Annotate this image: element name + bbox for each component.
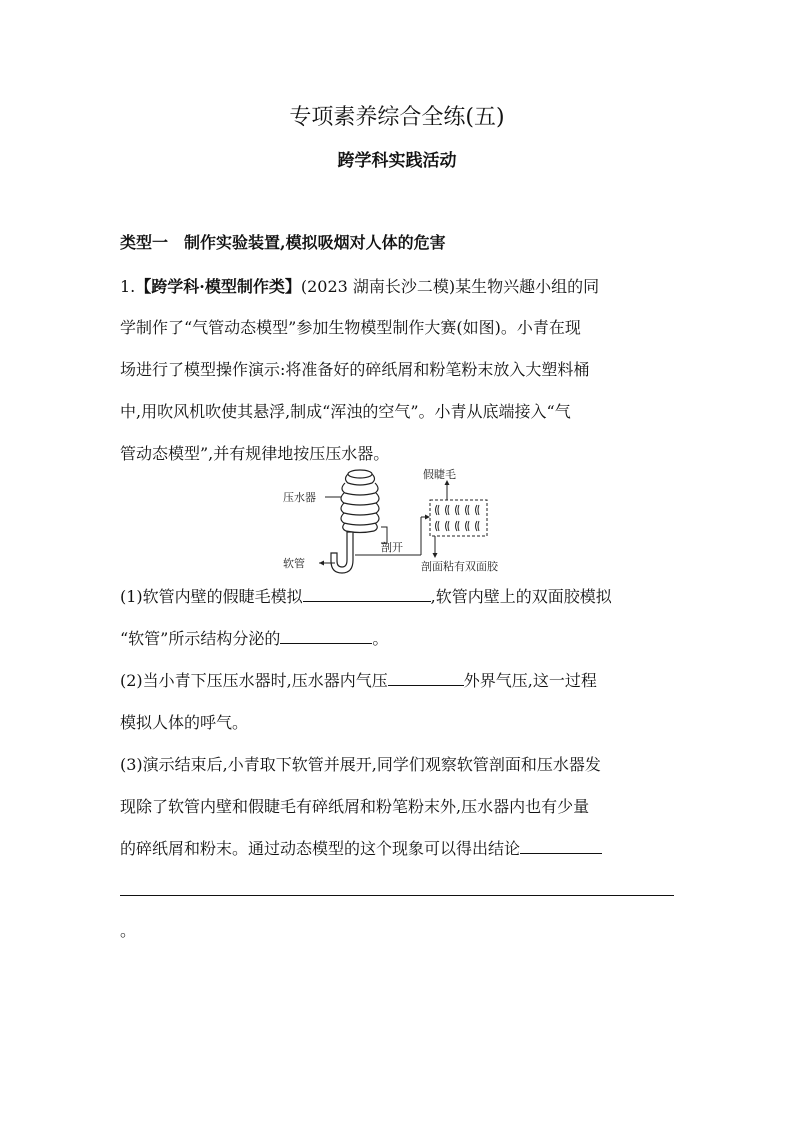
question-text-line: (2023 湖南长沙二模)某生物兴趣小组的同 (300, 277, 600, 296)
trachea-model-figure (275, 465, 525, 580)
figure-label-cut: 剖开 (381, 541, 403, 554)
subquestion-1-line-1 (120, 584, 612, 607)
page-title: 专项素养综合全练(五) (289, 105, 505, 130)
answer-blank[interactable] (303, 585, 431, 602)
subquestion-2-line-1 (120, 668, 597, 691)
answer-blank[interactable] (388, 669, 464, 686)
subquestion-1-line-2 (120, 626, 388, 649)
question-tag: 【跨学科·模型制作类】 (135, 277, 301, 296)
subquestion-3-line-1: (3)演示结束后,小青取下软管并展开,同学们观察软管剖面和压水器发 (120, 755, 601, 774)
question-number: 1. (120, 277, 136, 296)
question-text-line: 管动态模型”,并有规律地按压压水器。 (120, 444, 390, 463)
answer-blank[interactable] (280, 627, 372, 644)
answer-blank-full-line[interactable] (120, 895, 674, 896)
section-heading: 类型一 制作实验装置,模拟吸烟对人体的危害 (120, 233, 446, 252)
page-subtitle: 跨学科实践活动 (337, 151, 457, 171)
answer-blank[interactable] (520, 837, 602, 854)
subquestion-text: 的碎纸屑和粉末。通过动态模型的这个现象可以得出结论 (120, 839, 521, 858)
subquestion-text: ,软管内壁上的双面胶模拟 (430, 587, 612, 606)
pump-illustration (341, 470, 379, 533)
subquestion-3-line-4: 。 (120, 921, 137, 940)
subquestion-text: (2)当小青下压压水器时,压水器内气压 (120, 671, 388, 690)
question-text-line: 场进行了模型操作演示:将准备好的碎纸屑和粉笔粉末放入大塑料桶 (120, 360, 590, 379)
hose-illustration (331, 532, 353, 573)
subquestion-text: “软管”所示结构分泌的 (120, 629, 281, 648)
subquestion-text: (1)软管内壁的假睫毛模拟 (120, 587, 303, 606)
subquestion-2-line-2: 模拟人体的呼气。 (120, 713, 249, 732)
subquestion-3-line-3 (120, 836, 602, 859)
subquestion-text: 。 (372, 629, 389, 648)
figure-label-hose: 软管 (283, 557, 305, 570)
question-1-line-1 (120, 274, 599, 297)
figure-label-fake-lashes: 假睫毛 (423, 468, 456, 481)
question-text-line: 学制作了“气管动态模型”参加生物模型制作大赛(如图)。小青在现 (120, 318, 581, 337)
subquestion-text: 外界气压,这一过程 (463, 671, 597, 690)
question-text-line: 中,用吹风机吹使其悬浮,制成“浑浊的空气”。小青从底端接入“气 (120, 402, 571, 421)
subquestion-3-line-2: 现除了软管内壁和假睫毛有碎纸屑和粉笔粉末外,压水器内也有少量 (120, 797, 590, 816)
figure-label-pump: 压水器 (283, 491, 316, 504)
figure-label-tape: 剖面粘有双面胶 (421, 560, 498, 573)
